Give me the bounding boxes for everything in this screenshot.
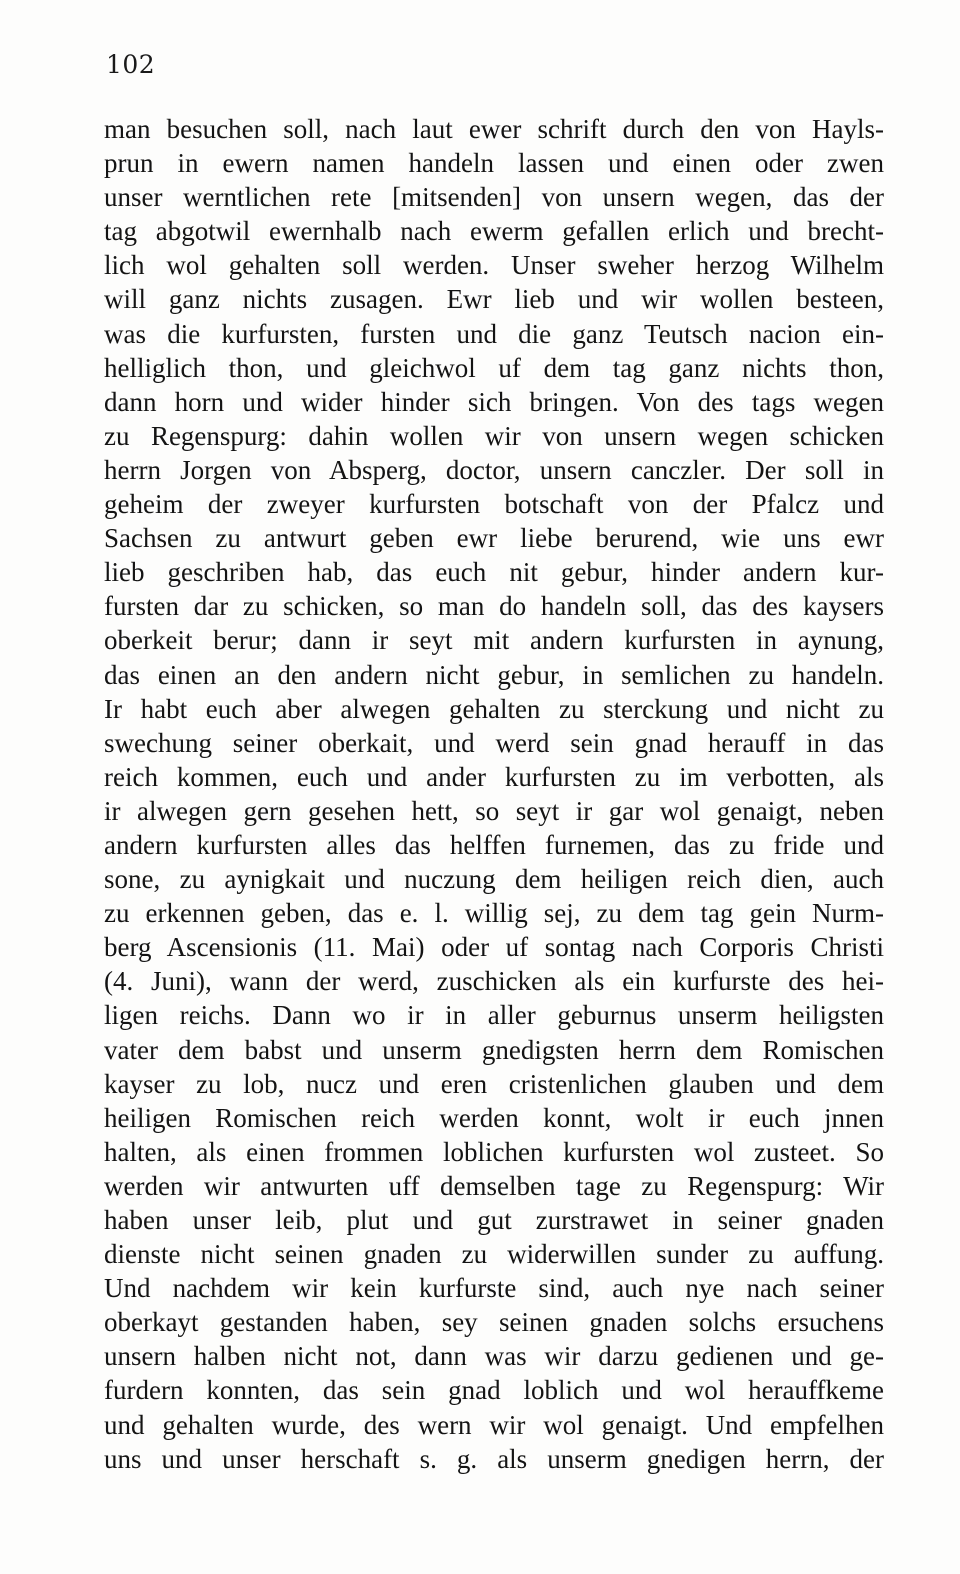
text-line: halten, als einen frommen loblichen kurfursten wol zusteet. So [104,1136,884,1167]
text-line: will ganz nichts zusagen. Ewr lieb und wir wollen besteen, [104,284,884,315]
body-text [104,112,884,1476]
text-line: dienste nicht seinen gnaden zu widerwillen sunder zu auffung. [104,1239,884,1270]
text-line: swechung seiner oberkait, und werd sein gnad herauff in das [104,727,884,758]
text-line: helliglich thon, und gleichwol uf dem tag ganz nichts thon, [104,352,884,383]
text-line: lich wol gehalten soll werden. Unser sweher herzog Wilhelm [104,250,884,281]
text-line: reich kommen, euch und ander kurfursten zu im verbotten, als [104,761,884,792]
text-line: berg Ascensionis (11. Mai) oder uf sontag nach Corporis Christi [104,932,884,963]
text-line: ir alwegen gern gesehen hett, so seyt ir gar wol genaigt, neben [104,795,884,826]
text-line: Ir habt euch aber alwegen gehalten zu sterckung und nicht zu [104,693,884,724]
text-line: heiligen Romischen reich werden konnt, wolt ir euch jnnen [104,1102,884,1133]
text-line: zu Regenspurg: dahin wollen wir von unsern wegen schicken [104,420,884,451]
text-line: furdern konnten, das sein gnad loblich und wol herauffkeme [104,1375,884,1406]
text-line: oberkayt gestanden haben, sey seinen gnaden solchs ersuchens [104,1307,884,1338]
text-line: tag abgotwil ewernhalb nach ewerm gefallen erlich und brecht- [104,216,884,247]
text-line: unsern halben nicht not, dann was wir darzu gedienen und ge- [104,1341,884,1372]
text-line: vater dem babst und unserm gnedigsten herrn dem Romischen [104,1034,884,1065]
text-line: werden wir antwurten uff demselben tage zu Regenspurg: Wir [104,1170,884,1201]
text-line: oberkeit berur; dann ir seyt mit andern kurfursten in aynung, [104,625,884,656]
text-line: andern kurfursten alles das helffen furnemen, das zu fride und [104,829,884,860]
text-line: geheim der zweyer kurfursten botschaft von der Pfalcz und [104,489,884,520]
text-line: Und nachdem wir kein kurfurste sind, auch nye nach seiner [104,1273,884,1304]
text-line: sone, zu aynigkait und nuczung dem heiligen reich dien, auch [104,864,884,895]
text-line: dann horn und wider hinder sich bringen. Von des tags wegen [104,386,884,417]
text-line: kayser zu lob, nucz und eren cristenlichen glauben und dem [104,1068,884,1099]
text-line: das einen an den andern nicht gebur, in semlichen zu handeln. [104,659,884,690]
text-line: (4. Juni), wann der werd, zuschicken als ein kurfurste des hei- [104,966,884,997]
text-line: fursten dar zu schicken, so man do handeln soll, das des kaysers [104,591,884,622]
page-number: 102 [106,50,156,79]
text-line: lieb geschriben hab, das euch nit gebur, hinder andern kur- [104,557,884,588]
text-line: unser werntlichen rete [mitsenden] von unsern wegen, das der [104,182,884,213]
text-line: haben unser leib, plut und gut zurstrawet in seiner gnaden [104,1205,884,1235]
text-line: uns und unser herschaft s. g. als unserm gnedigen herrn, der [104,1443,884,1474]
text-line: und gehalten wurde, des wern wir wol genaigt. Und empfelhen [104,1409,884,1440]
text-line: prun in ewern namen handeln lassen und einen oder zwen [104,148,884,179]
text-line: ligen reichs. Dann wo ir in aller geburnus unserm heiligsten [104,1000,884,1031]
text-line: was die kurfursten, fursten und die ganz Teutsch nacion ein- [104,318,884,349]
text-line: man besuchen soll, nach laut ewer schrift durch den von Hayls- [104,114,884,144]
text-line: herrn Jorgen von Absperg, doctor, unsern canczler. Der soll in [104,454,884,485]
text-line: Sachsen zu antwurt geben ewr liebe berurend, wie uns ewr [104,523,884,554]
text-line: zu erkennen geben, das e. l. willig sej, zu dem tag gein Nurm- [104,898,884,929]
